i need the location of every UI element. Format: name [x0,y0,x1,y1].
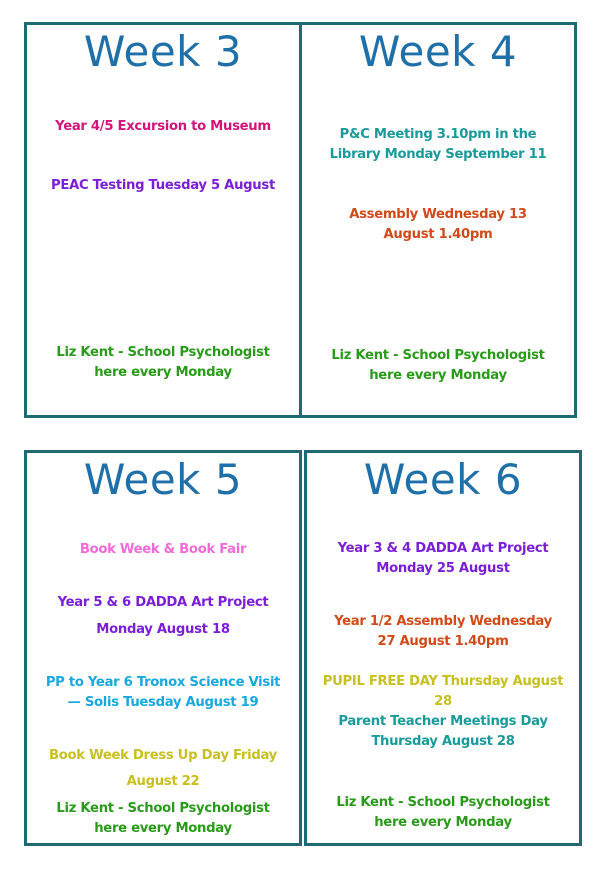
week-3-title: Week 3 [83,27,243,76]
week-6-panel [304,450,582,846]
week-4-event-assembly: Assembly Wednesday 13 August 1.40pm [349,207,527,242]
week-3-event-excursion: Year 4/5 Excursion to Museum [55,119,271,134]
week-6-event-dadda: Year 3 & 4 DADDA Art Project Monday 25 August [337,541,549,576]
week-4-event-pc-meeting: P&C Meeting 3.10pm in the Library Monday September 11 [329,127,547,162]
week-6-event-assembly: Year 1/2 Assembly Wednesday 27 August 1.40pm [334,614,552,649]
week-6-event-pupil-free: PUPIL FREE DAY Thursday August 28 [322,674,564,709]
week-5-event-book-fair: Book Week & Book Fair [79,542,247,557]
week-4-title: Week 4 [358,27,518,76]
week-3-event-psychologist: Liz Kent - School Psychologist here every Monday [56,345,270,380]
week-5-title: Week 5 [83,455,243,504]
week-4-event-psychologist: Liz Kent - School Psychologist here every Monday [331,348,545,383]
week-5-event-dress-up: Book Week Dress Up Day Friday [49,748,277,763]
week-5-event-dress-up-date: August 22 [126,774,200,789]
week-6-title: Week 6 [363,455,523,504]
week-5-event-tronox: PP to Year 6 Tronox Science Visit— Solis Tuesday August 19 [45,675,281,710]
week-3-panel [24,22,302,418]
week-3-event-peac: PEAC Testing Tuesday 5 August [51,178,275,193]
week-5-event-dadda-date: Monday August 18 [96,622,230,637]
week-5-panel [24,450,302,846]
week-5-event-psychologist: Liz Kent - School Psychologist here every Monday [56,801,270,836]
week-6-event-parent-teacher: Parent Teacher Meetings Day Thursday August 28 [338,714,548,749]
week-5-event-dadda: Year 5 & 6 DADDA Art Project [57,595,269,610]
week-6-event-psychologist: Liz Kent - School Psychologist here every Monday [336,795,550,830]
week-4-panel [299,22,577,418]
